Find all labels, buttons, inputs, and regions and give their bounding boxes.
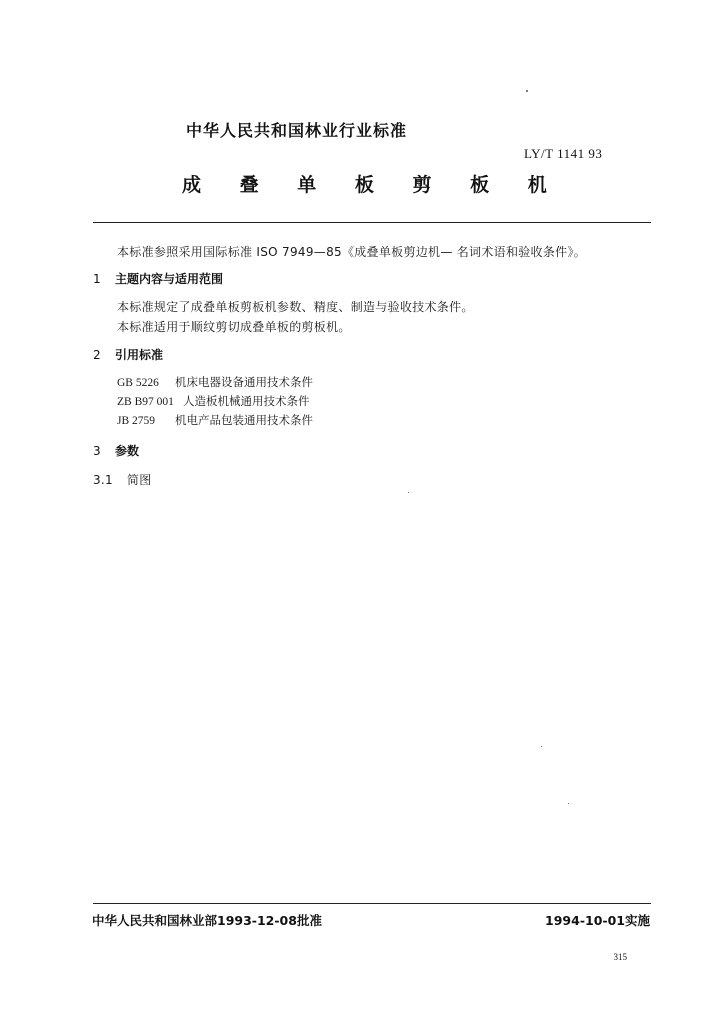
reference-item xyxy=(117,412,313,428)
section-1-number: 1 xyxy=(93,272,101,286)
section-1-heading xyxy=(93,270,223,287)
scan-speck xyxy=(408,492,409,493)
reference-code: GB 5226 xyxy=(117,377,159,389)
reference-item xyxy=(117,374,313,390)
section-2-number: 2 xyxy=(93,348,101,362)
section-2-title: 引用标准 xyxy=(115,348,164,362)
subsection-3-1-number: 3.1 xyxy=(93,473,113,487)
scan-speck xyxy=(526,90,528,92)
section-2-heading xyxy=(93,346,163,363)
header-divider xyxy=(93,222,651,223)
standard-code: LY/T 1141 93 xyxy=(524,146,603,161)
document-title: 成 叠 单 板 剪 板 机 xyxy=(182,174,563,196)
reference-name: 人造板机械通用技术条件 xyxy=(183,394,310,408)
section-3-number: 3 xyxy=(93,444,101,458)
section-3-title: 参数 xyxy=(115,444,140,458)
reference-code: ZB B97 001 xyxy=(117,396,174,408)
subsection-3-1-heading xyxy=(93,471,152,488)
section-1-paragraph-1: 本标准规定了成叠单板剪板机参数、精度、制造与验收技术条件。 xyxy=(117,300,474,314)
reference-code: JB 2759 xyxy=(117,415,156,427)
section-3-heading xyxy=(93,442,139,459)
page-number: 315 xyxy=(613,952,627,962)
reference-item xyxy=(117,393,310,409)
intro-paragraph: 本标准参照采用国际标准 ISO 7949—85《成叠单板剪边机— 名词术语和验收条件》。 xyxy=(117,245,587,259)
section-1-title: 主题内容与适用范围 xyxy=(115,272,224,286)
footer-divider xyxy=(93,903,651,904)
reference-name: 机床电器设备通用技术条件 xyxy=(175,375,313,389)
section-1-paragraph-2: 本标准适用于顺纹剪切成叠单板的剪板机。 xyxy=(117,320,351,334)
effective-date: 1994-10-01实施 xyxy=(545,913,650,928)
subsection-3-1-title: 简图 xyxy=(127,473,152,487)
scan-speck xyxy=(541,746,542,747)
scan-speck xyxy=(568,803,569,804)
issuer-heading: 中华人民共和国林业行业标准 xyxy=(186,121,408,140)
approval-note: 中华人民共和国林业部1993-12-08批准 xyxy=(92,913,322,928)
reference-name: 机电产品包装通用技术条件 xyxy=(175,413,313,427)
